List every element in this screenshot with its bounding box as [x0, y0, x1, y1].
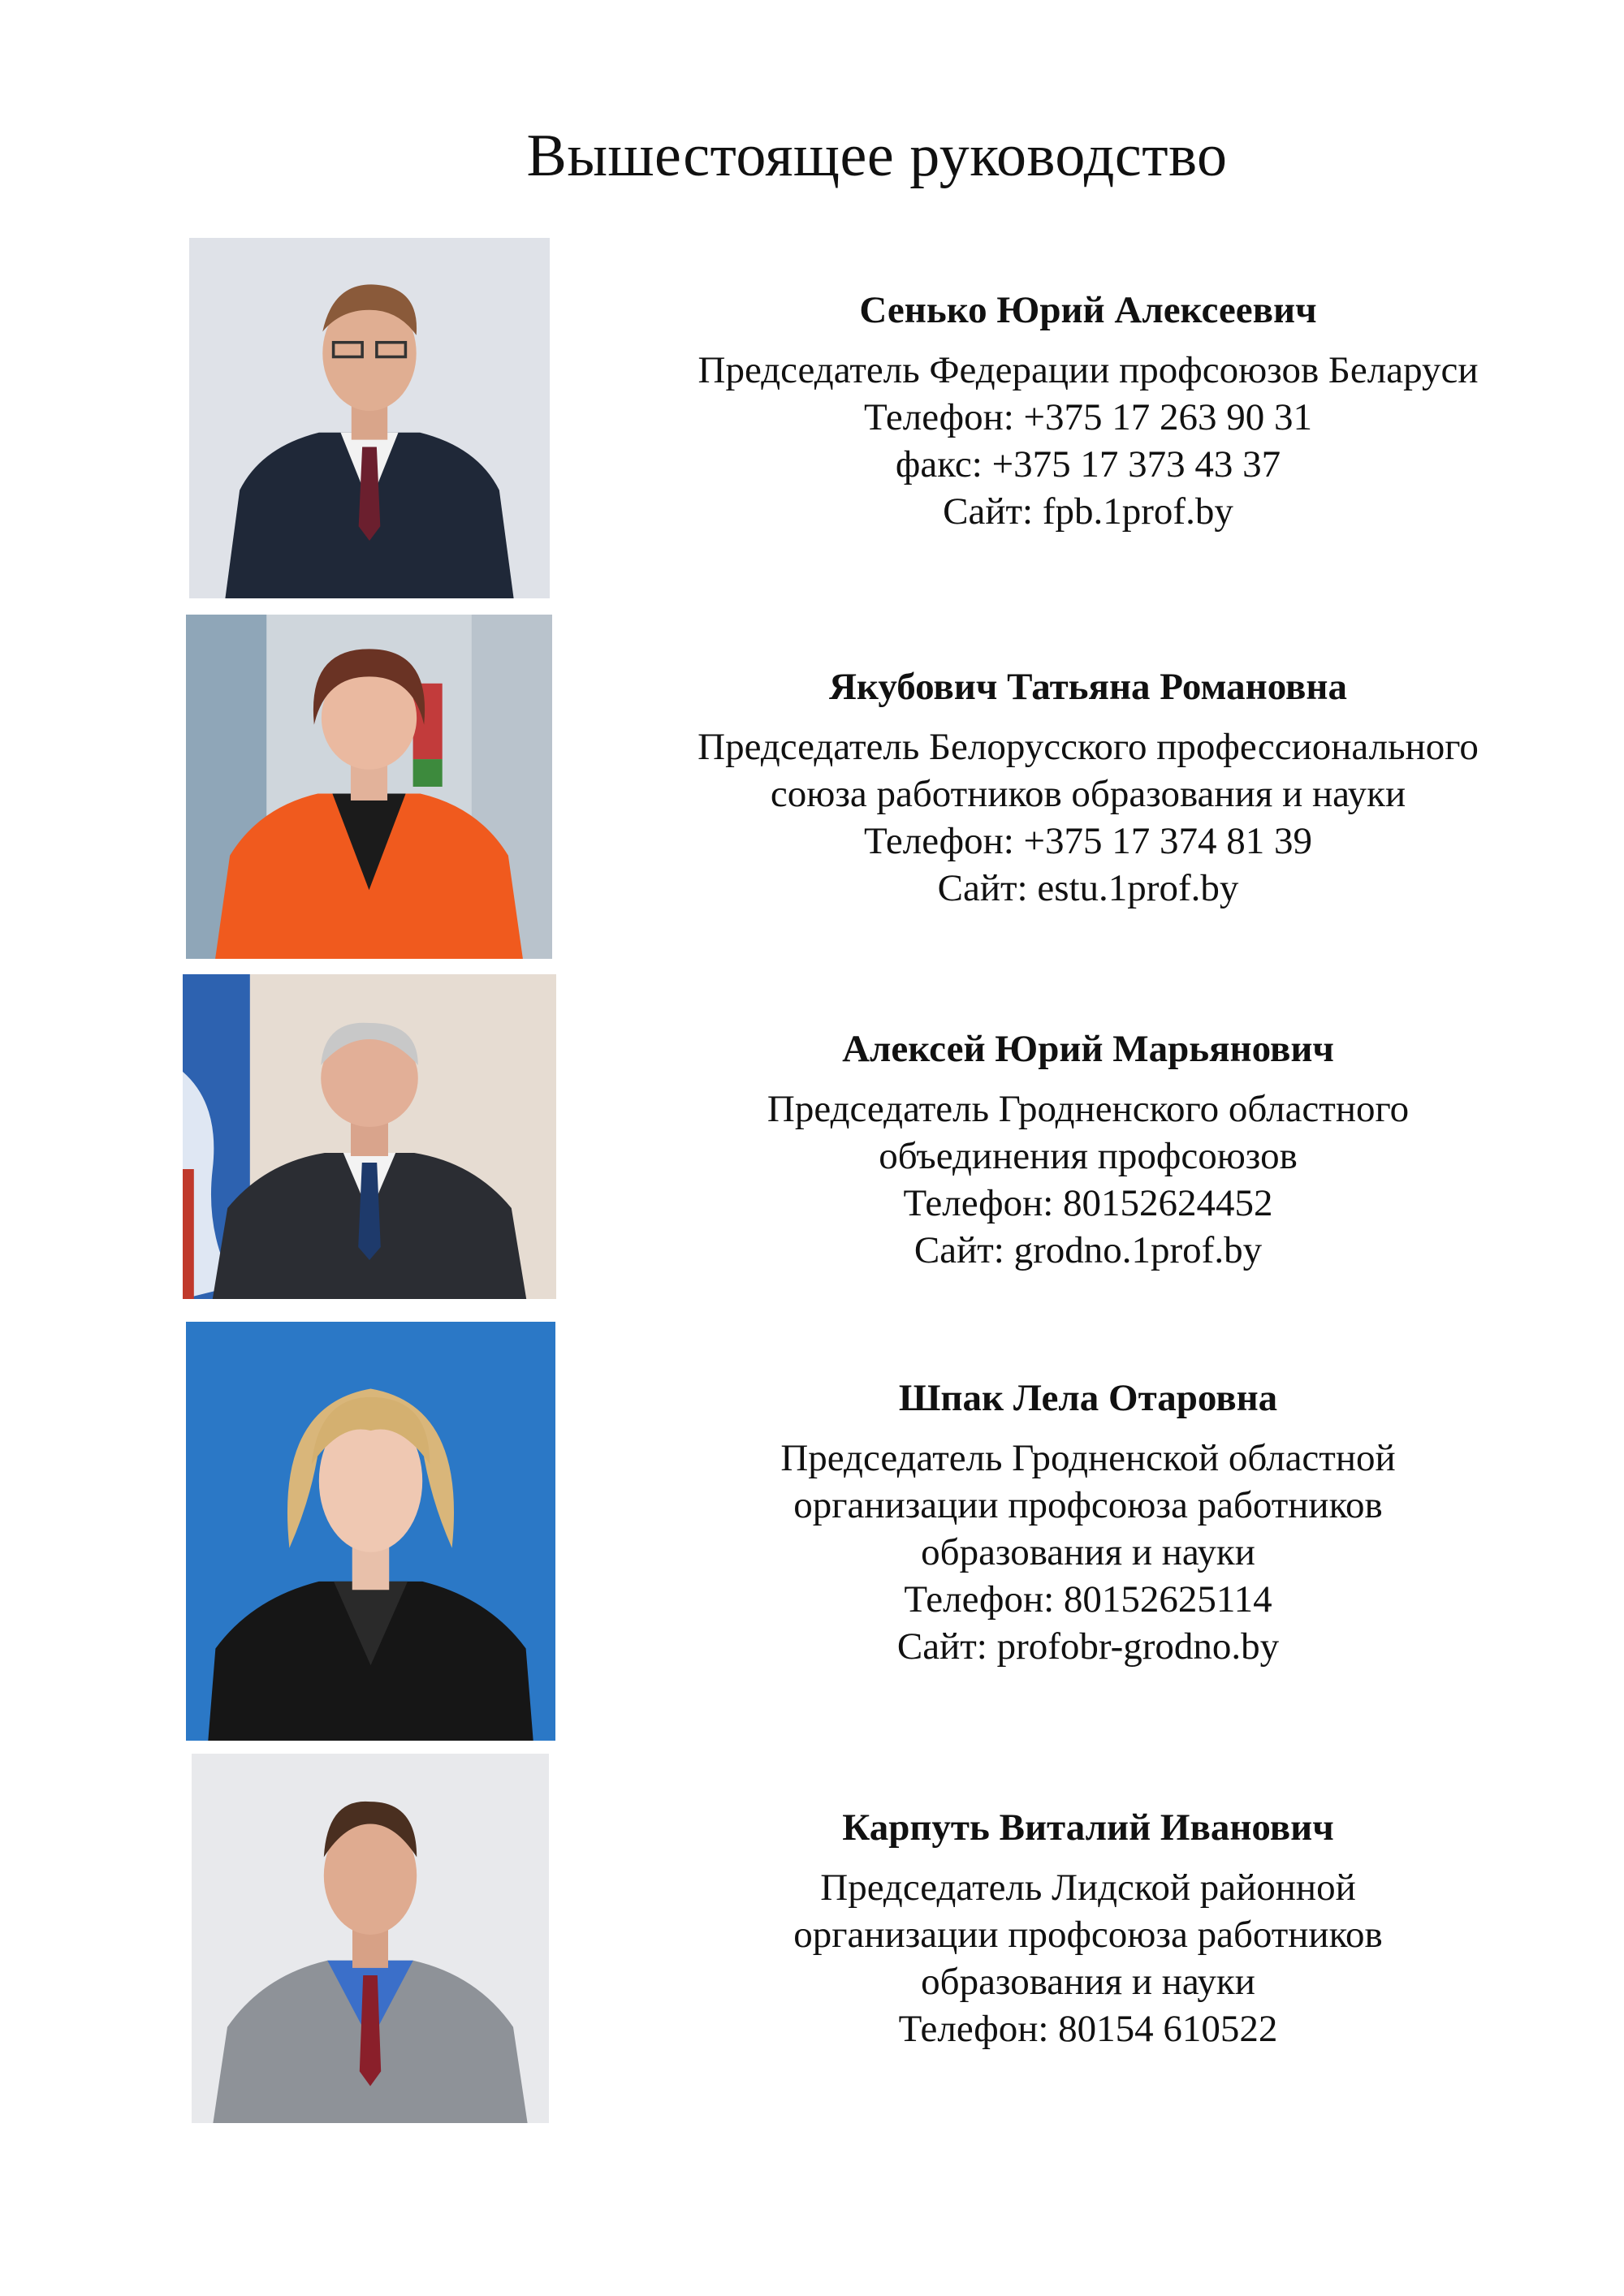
person-name: Алексей Юрий Марьянович — [842, 1028, 1334, 1070]
person-position: Председатель Гродненского областного — [767, 1088, 1410, 1130]
person-phone: Телефон: 80152625114 — [904, 1578, 1272, 1621]
person-info-1 — [617, 287, 1559, 535]
person-phone: Телефон: 80152624452 — [903, 1182, 1273, 1224]
person-name: Сенько Юрий Алексеевич — [859, 289, 1317, 331]
person-name: Якубович Татьяна Романовна — [828, 666, 1348, 708]
person-position: Председатель Федерации профсоюзов Беларуси — [698, 349, 1479, 391]
person-site: Сайт: profobr-grodno.by — [896, 1625, 1280, 1668]
person-info-2 — [617, 663, 1559, 912]
person-position-cont: образования и науки — [921, 1961, 1255, 2003]
person-phone: Телефон: +375 17 374 81 39 — [863, 820, 1313, 862]
person-name: Карпуть Виталий Иванович — [842, 1806, 1334, 1849]
person-position-cont: союза работников образования и науки — [770, 773, 1406, 815]
person-position-cont: объединения профсоюзов — [879, 1135, 1298, 1177]
person-phone: Телефон: 80154 610522 — [898, 2008, 1278, 2050]
person-phone: Телефон: +375 17 263 90 31 — [863, 396, 1313, 438]
person-photo-4 — [186, 1322, 555, 1741]
person-position-cont: организации профсоюза работников — [793, 1484, 1383, 1526]
page-title: Вышестоящее руководство — [526, 123, 1228, 189]
person-fax: факс: +375 17 373 43 37 — [895, 443, 1281, 486]
person-info-3 — [617, 1025, 1559, 1274]
person-name: Шпак Лела Отаровна — [898, 1377, 1278, 1419]
person-site: Сайт: fpb.1prof.by — [943, 490, 1233, 533]
person-info-4 — [617, 1375, 1559, 1670]
person-photo-1 — [189, 238, 550, 598]
person-position: Председатель Гродненской областной — [780, 1437, 1396, 1479]
person-position-cont: организации профсоюза работников — [793, 1914, 1383, 1956]
person-site: Сайт: grodno.1prof.by — [914, 1229, 1263, 1271]
person-position-cont: образования и науки — [921, 1531, 1255, 1573]
person-info-5 — [617, 1804, 1559, 2052]
person-photo-5 — [192, 1754, 549, 2123]
person-position: Председатель Белорусского профессионального — [698, 726, 1479, 768]
person-photo-2 — [186, 615, 552, 959]
person-site: Сайт: estu.1prof.by — [937, 867, 1239, 909]
person-position: Председатель Лидской районной — [820, 1867, 1356, 1909]
person-photo-3 — [183, 974, 556, 1299]
